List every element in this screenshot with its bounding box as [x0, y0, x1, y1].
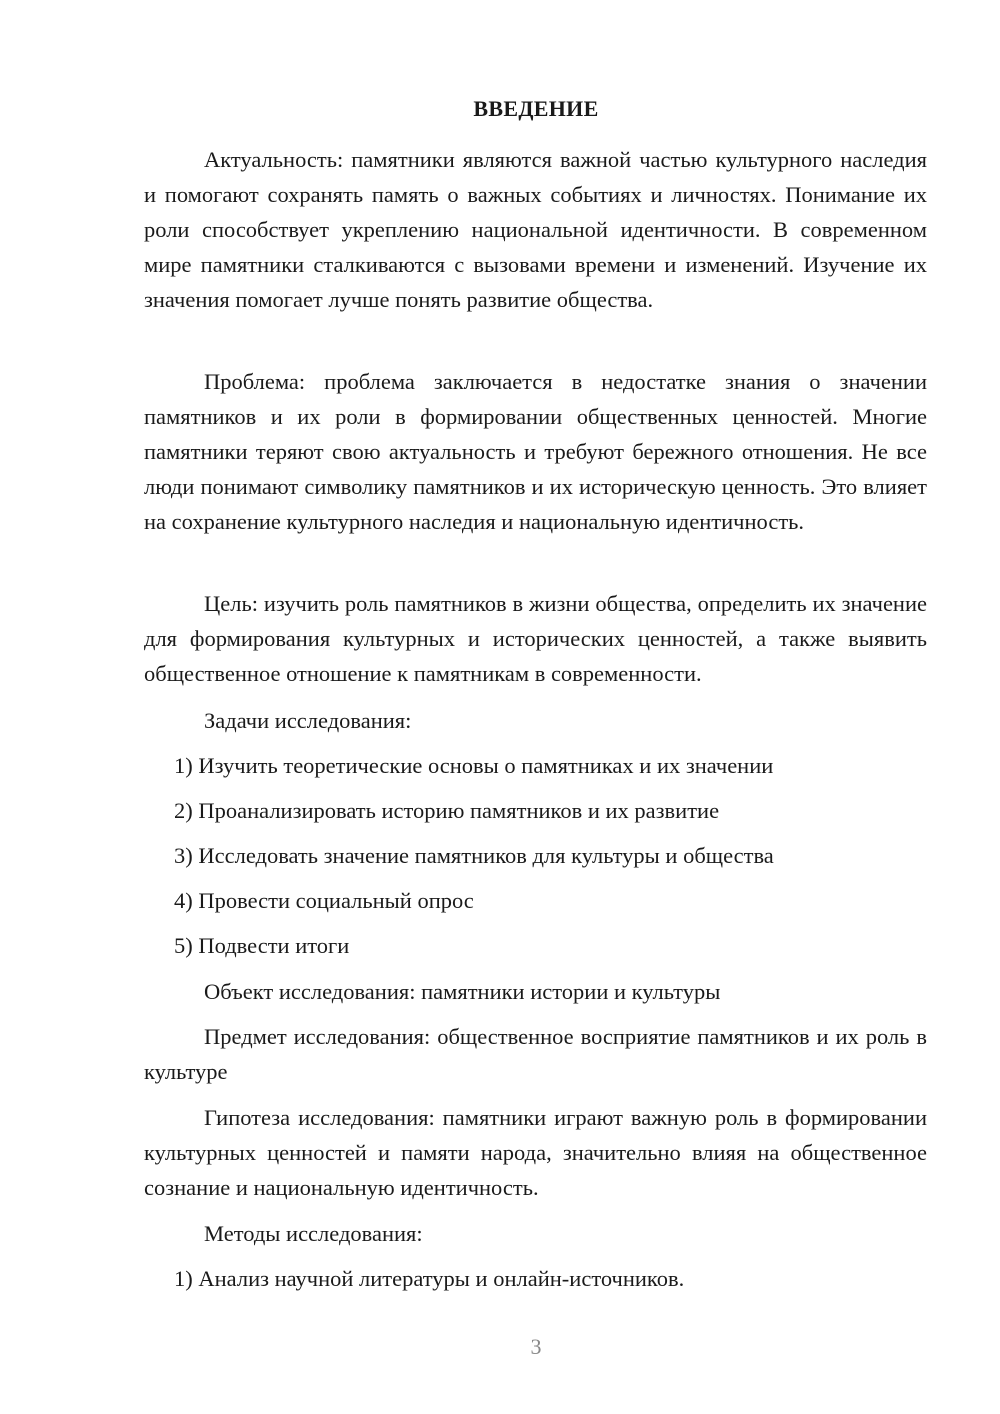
relevance-paragraph: [144, 142, 927, 317]
research-object: Объект исследования: памятники истории и культуры: [204, 979, 721, 1004]
task-item: 3) Исследовать значение памятников для культуры и общества: [174, 843, 774, 868]
task-item: 1) Изучить теоретические основы о памятниках и их значении: [174, 753, 774, 778]
goal-text: Цель: изучить роль памятников в жизни общества, определить их значение для формирования культурных и исторических ценностей, а также выявить общественное отношение к памятникам в современности.: [144, 591, 927, 686]
task-item: 5) Подвести итоги: [174, 933, 350, 958]
problem-text: Проблема: проблема заключается в недостатке знания о значении памятников и их роли в формировании общественных ценностей. Многие памятники теряют свою актуальность и требуют бережного отношения. Не все люди понимают символику памятников и их историческую ценность. Это влияет на сохранение культурного наследия и национальную идентичность.: [144, 369, 927, 534]
task-item: 4) Провести социальный опрос: [174, 888, 474, 913]
goal-paragraph: [144, 586, 927, 691]
subject-paragraph: [144, 1019, 927, 1089]
page-number: 3: [530, 1334, 542, 1359]
tasks-heading: Задачи исследования:: [204, 708, 412, 733]
problem-paragraph: [144, 364, 927, 539]
task-item: 2) Проанализировать историю памятников и их развитие: [174, 798, 720, 823]
hypothesis-text: Гипотеза исследования: памятники играют важную роль в формировании культурных ценностей и памяти народа, значительно влияя на общественное сознание и национальную идентичность.: [144, 1105, 927, 1200]
methods-heading: Методы исследования:: [204, 1221, 423, 1246]
method-item: 1) Анализ научной литературы и онлайн-источников.: [174, 1266, 685, 1291]
subject-text: Предмет исследования: общественное восприятие памятников и их роль в культуре: [144, 1024, 927, 1084]
hypothesis-paragraph: [144, 1100, 927, 1205]
page-title: ВВЕДЕНИЕ: [473, 96, 599, 121]
relevance-text: Актуальность: памятники являются важной частью культурного наследия и помогают сохранять память о важных событиях и личностях. Понимание их роли способствует укреплению национальной идентичности. В современном мире памятники сталкиваются с вызовами времени и изменений. Изучение их значения помогает лучше понять развитие общества.: [144, 147, 927, 312]
